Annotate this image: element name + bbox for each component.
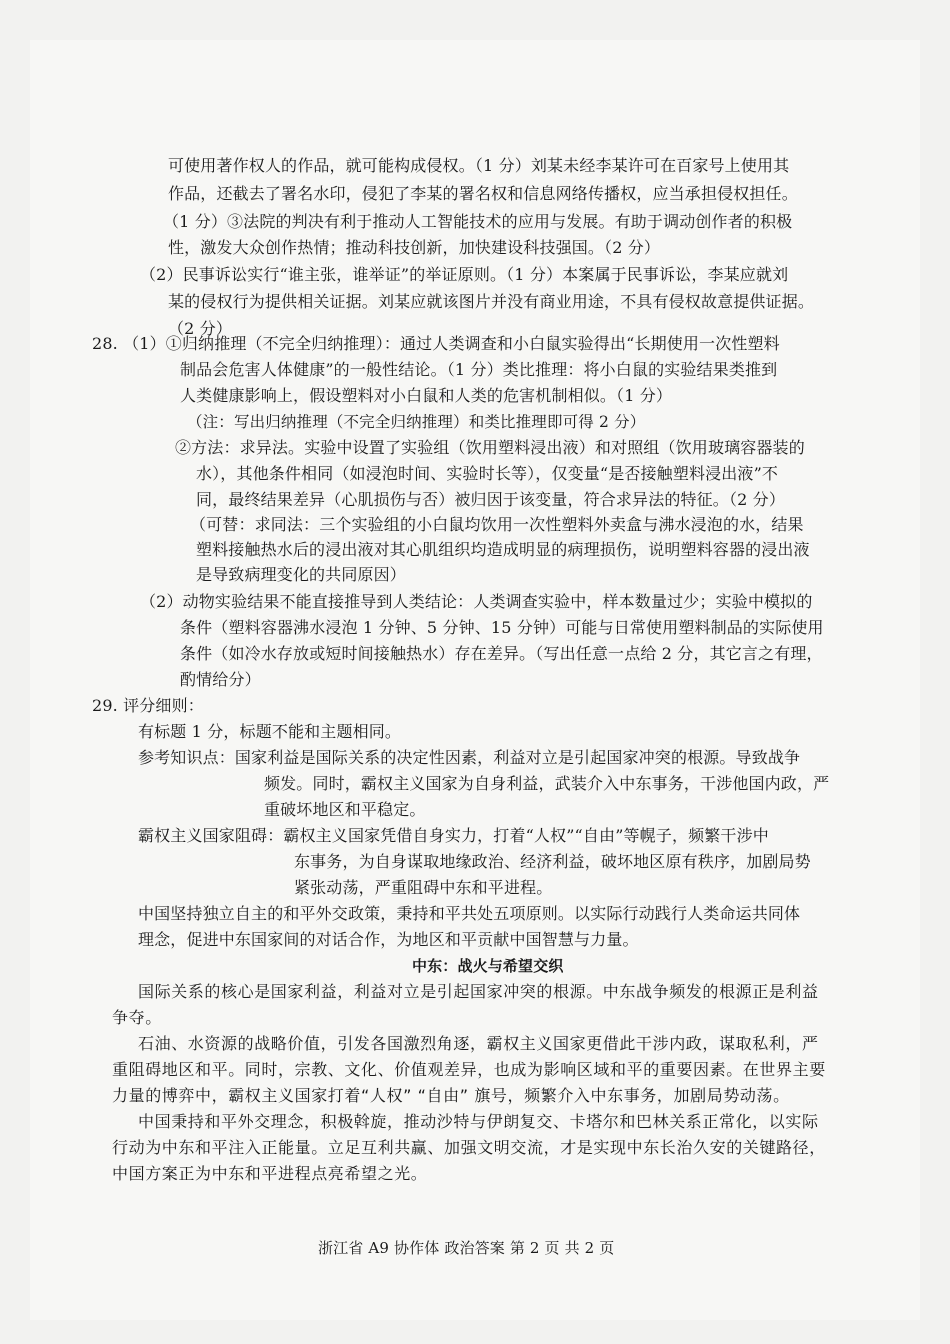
text-line: ②方法：求异法。实验中设置了实验组（饮用塑料浸出液）和对照组（饮用玻璃容器装的 bbox=[175, 438, 805, 457]
text-line: 条件（如冷水存放或短时间接触热水）存在差异。（写出任意一点给 2 分，其它言之有理， bbox=[180, 644, 823, 663]
text-line: 制品会危害人体健康”的一般性结论。（1 分）类比推理：将小白鼠的实验结果类推到 bbox=[180, 360, 778, 379]
text-line: 理念，促进中东国家间的对话合作，为地区和平贡献中国智慧与力量。 bbox=[138, 930, 639, 949]
essay-line: 行动为中东和平注入正能量。立足互利共赢、加强文明交流，才是实现中东长治久安的关键路径， bbox=[112, 1138, 826, 1157]
question-28-line: 28. （1）①归纳推理（不完全归纳推理）：通过人类调查和小白鼠实验得出“长期使用一次性塑料 bbox=[92, 334, 780, 353]
text-line: 性，激发大众创作热情；推动科技创新，加快建设科技强国。（2 分） bbox=[168, 238, 661, 257]
essay-line: 中国方案正为中东和平进程点亮希望之光。 bbox=[112, 1164, 428, 1183]
text-line: 人类健康影响上，假设塑料对小白鼠和人类的危害机制相似。（1 分） bbox=[180, 386, 673, 405]
note-line: （注：写出归纳推理（不完全归纳推理）和类比推理即可得 2 分） bbox=[187, 413, 646, 431]
text-line: 酌情给分） bbox=[180, 670, 261, 689]
text-line: （2）民事诉讼实行“谁主张，谁举证”的举证原则。（1 分）本案属于民事诉讼，李某应就刘 bbox=[140, 265, 789, 284]
essay-line: 争夺。 bbox=[112, 1008, 162, 1027]
essay-title: 中东：战火与希望交织 bbox=[412, 957, 564, 975]
text-line: 中国坚持独立自主的和平外交政策，秉持和平共处五项原则。以实际行动践行人类命运共同体 bbox=[138, 904, 801, 923]
text-line: （2 分） bbox=[168, 319, 233, 338]
essay-line: 重阻碍地区和平。同时，宗教、文化、价值观差异，也成为影响区域和平的重要因素。在世界主要 bbox=[112, 1060, 826, 1079]
text-line: 某的侵权行为提供相关证据。刘某应就该图片并没有商业用途，不具有侵权故意提供证据。 bbox=[168, 292, 815, 311]
text-line: 作品，还截去了署名水印，侵犯了李某的署名权和信息网络传播权，应当承担侵权担任。 bbox=[168, 184, 798, 203]
text-line: 条件（塑料容器沸水浸泡 1 分钟、5 分钟、15 分钟）可能与日常使用塑料制品的实际使用 bbox=[180, 618, 824, 637]
text-line: 可使用著作权人的作品，就可能构成侵权。（1 分）刘某未经李某许可在百家号上使用其 bbox=[168, 156, 790, 175]
text-line: 重破坏地区和平稳定。 bbox=[264, 800, 426, 819]
text-line: （可替：求同法：三个实验组的小白鼠均饮用一次性塑料外卖盒与沸水浸泡的水，结果 bbox=[190, 515, 804, 534]
essay-line: 国际关系的核心是国家利益，利益对立是引起国家冲突的根源。中东战争频发的根源正是利益 bbox=[138, 982, 819, 1001]
question-29-line: 29. 评分细则： bbox=[92, 696, 204, 715]
text-line: 水），其他条件相同（如浸泡时间、实验时长等），仅变量“是否接触塑料浸出液”不 bbox=[196, 464, 779, 483]
text-line: 频发。同时，霸权主义国家为自身利益，武装介入中东事务，干涉他国内政，严 bbox=[264, 774, 830, 793]
text-line: 是导致病理变化的共同原因） bbox=[196, 565, 406, 584]
essay-line: 中国秉持和平外交理念，积极斡旋，推动沙特与伊朗复交、卡塔尔和巴林关系正常化，以实际 bbox=[138, 1112, 819, 1131]
text-line: 同，最终结果差异（心肌损伤与否）被归因于该变量，符合求异法的特征。（2 分） bbox=[196, 490, 785, 509]
text-line: （1 分）③法院的判决有利于推动人工智能技术的应用与发展。有助于调动创作者的积极 bbox=[163, 212, 793, 231]
essay-line: 力量的博弈中，霸权主义国家打着“人权” “自由” 旗号，频繁介入中东事务，加剧局势动荡。 bbox=[112, 1086, 790, 1105]
text-line: 有标题 1 分，标题不能和主题相同。 bbox=[138, 722, 402, 741]
page-footer: 浙江省 A9 协作体 政治答案 第 2 页 共 2 页 bbox=[318, 1239, 615, 1257]
text-line: 参考知识点：国家利益是国际关系的决定性因素，利益对立是引起国家冲突的根源。导致战争 bbox=[138, 748, 801, 767]
text-line: 霸权主义国家阻碍：霸权主义国家凭借自身实力，打着“人权”“自由”等幌子，频繁干涉中 bbox=[138, 826, 769, 845]
text-line: （2）动物实验结果不能直接推导到人类结论：人类调查实验中，样本数量过少；实验中模拟的 bbox=[140, 592, 813, 611]
text-line: 东事务，为自身谋取地缘政治、经济利益，破坏地区原有秩序，加剧局势 bbox=[294, 852, 811, 871]
text-line: 紧张动荡，严重阻碍中东和平进程。 bbox=[294, 878, 553, 897]
text-line: 塑料接触热水后的浸出液对其心肌组织均造成明显的病理损伤，说明塑料容器的浸出液 bbox=[196, 540, 810, 559]
essay-line: 石油、水资源的战略价值，引发各国激烈角逐，霸权主义国家更借此干涉内政，谋取私利，严 bbox=[138, 1034, 819, 1053]
